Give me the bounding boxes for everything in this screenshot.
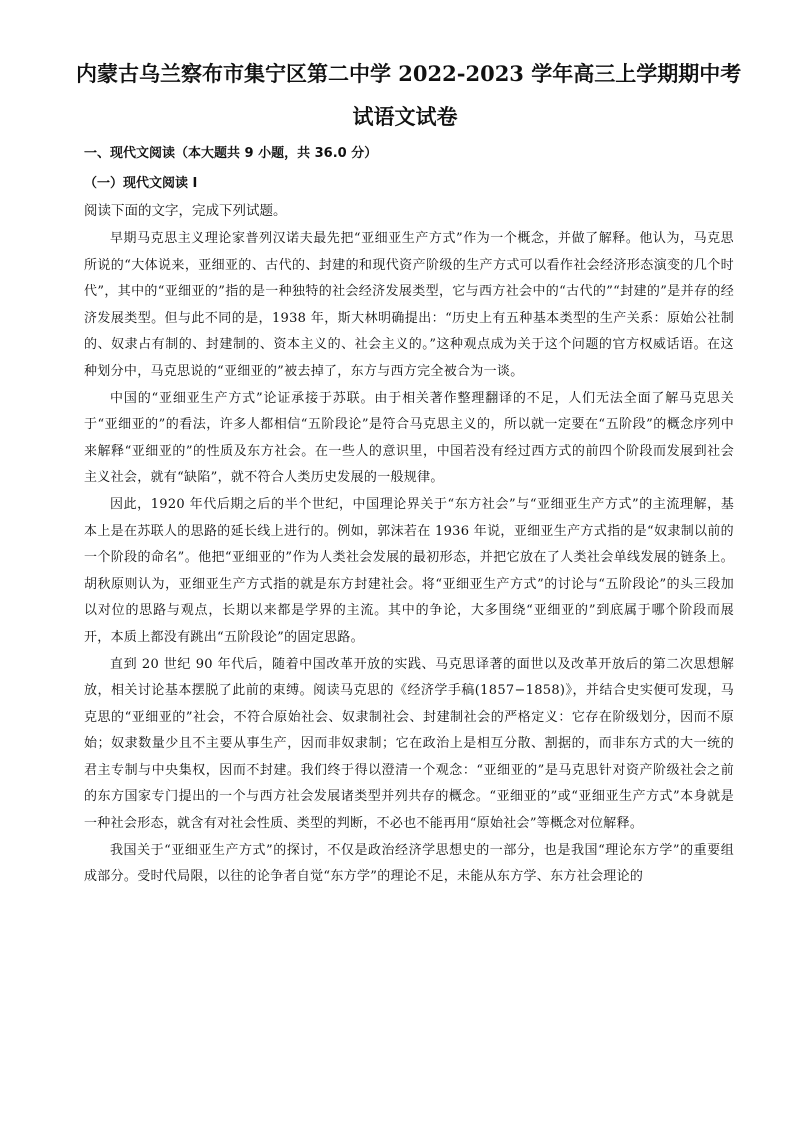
- reading-passage: [84, 226, 734, 891]
- passage-paragraph-3: 因此，1920 年代后期之后的半个世纪，中国理论界关于“东方社会”与“亚细亚生产方式”的主流理解，基本上是在苏联人的思路的延长线上进行的。例如，郭沫若在 1936 年说，亚细亚生产方式指的是“奴隶制以前的一个阶段的命名”。他把“亚细亚的”作为人类社会发展的最初形态，并把它放在了人类社会单线发展的链条上。胡秋原则认为，亚细亚生产方式指的就是东方封建社会。将“亚细亚生产方式”的讨论与“五阶段论”的头三段加以对位的思路与观点，长期以来都是学界的主流。其中的争论，大多围绕“亚细亚的”到底属于哪个阶段而展开，本质上都没有跳出“五阶段论”的固定思路。: [84, 496, 734, 645]
- passage-paragraph-5: 我国关于“亚细亚生产方式”的探讨，不仅是政治经济学思想史的一部分，也是我国“理论东方学”的重要组成部分。受时代局限，以往的论争者自觉“东方学”的理论不足，未能从东方学、东方社会理论的: [84, 842, 734, 885]
- reading-instruction: 阅读下面的文字，完成下列试题。: [84, 203, 287, 219]
- passage-paragraph-2: 中国的“亚细亚生产方式”论证承接于苏联。由于相关著作整理翻译的不足，人们无法全面了解马克思关于“亚细亚的”的看法，许多人都相信“五阶段论”是符合马克思主义的，所以就一定要在“五阶段”的概念序列中来解释“亚细亚的”的性质及东方社会。在一些人的意识里，中国若没有经过西方式的前四个阶段而发展到社会主义社会，就有“缺陷”，就不符合人类历史发展的一般规律。: [84, 390, 734, 486]
- passage-paragraph-1: 早期马克思主义理论家普列汉诺夫最先把“亚细亚生产方式”作为一个概念，并做了解释。他认为，马克思所说的“大体说来，亚细亚的、古代的、封建的和现代资产阶级的生产方式可以看作社会经济形态演变的几个时代”，其中的“亚细亚的”指的是一种独特的社会经济发展类型，它与西方社会中的“古代的”“封建的”是并存的经济发展类型。但与此不同的是，1938 年，斯大林明确提出：“历史上有五种基本类型的生产关系：原始公社制的、奴隶占有制的、封建制的、资本主义的、社会主义的。”这种观点成为关于这个问题的官方权威话语。在这种划分中，马克思说的“亚细亚的”被去掉了，东方与西方完全被合为一谈。: [84, 231, 734, 379]
- exam-title-line-1: 内蒙古乌兰察布市集宁区第二中学 2022-2023 学年高三上学期期中考: [76, 61, 742, 86]
- exam-title-line-2: 试语文试卷: [352, 104, 458, 129]
- subsection-heading: （一）现代文阅读 I: [84, 176, 198, 191]
- passage-paragraph-4: 直到 20 世纪 90 年代后，随着中国改革开放的实践、马克思译著的面世以及改革开放后的第二次思想解放，相关讨论基本摆脱了此前的束缚。阅读马克思的《经济学手稿(1857−1858)》，并结合史实便可发现，马克思的“亚细亚的”社会，不符合原始社会、奴隶制社会、封建制社会的严格定义：它存在阶级划分，因而不原始；奴隶数量少且不主要从事生产，因而非奴隶制；它在政治上是相互分散、割据的，而非东方式的大一统的君主专制与中央集权，因而不封建。我们终于得以澄清一个观念：“亚细亚的”是马克思针对资产阶级社会之前的东方国家专门提出的一个与西方社会发展诸类型并列共存的概念。“亚细亚的”或“亚细亚生产方式”本身就是一种社会形态，就含有对社会性质、类型的判断，不必也不能再用“原始社会”等概念对位解释。: [84, 656, 734, 832]
- section-heading: 一、现代文阅读（本大题共 9 小题，共 36.0 分）: [84, 146, 378, 161]
